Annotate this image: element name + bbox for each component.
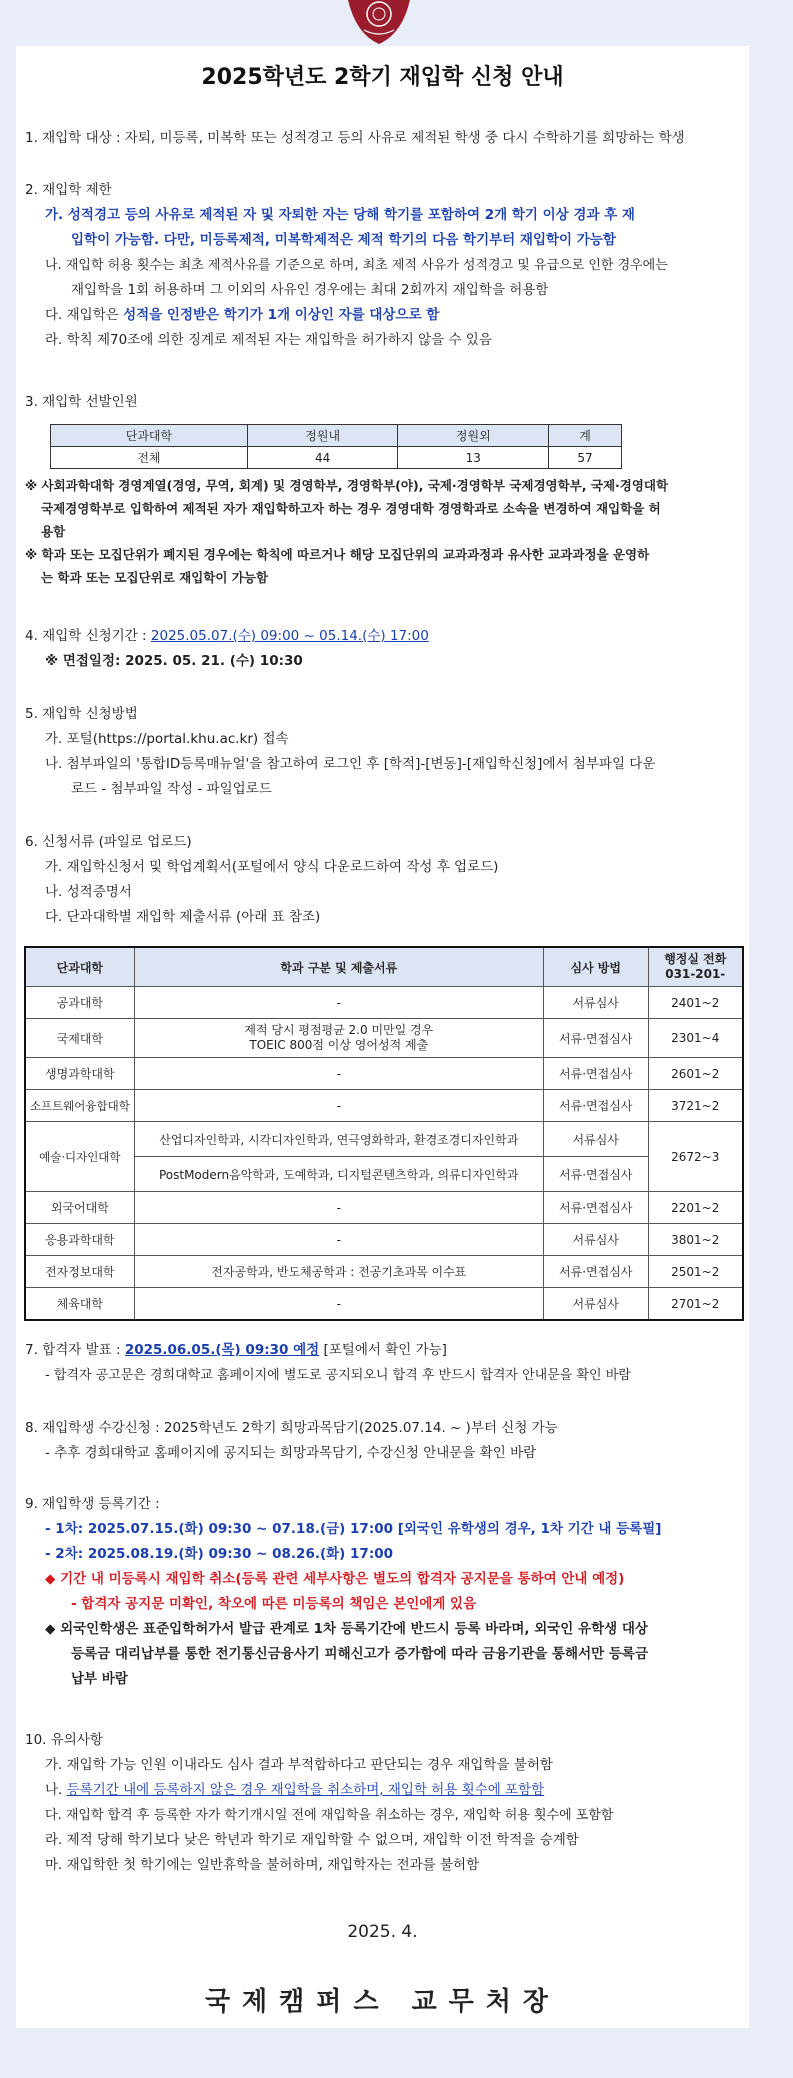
section-8-heading: 8. 재입학생 수강신청 : 2025학년도 2학기 희망과목담기(2025.07.14. ~ )부터 신청 가능 [25,1420,558,1436]
quota-header-out: 정원외 [398,425,549,447]
note-2-cont: 는 학과 또는 모집단위로 재입학이 가능함 [41,570,269,585]
docs-cell-college: 응용과학대학 [25,1224,134,1256]
section-8 [25,1416,745,1466]
university-seal-icon [344,0,414,46]
table-row [25,1192,743,1224]
docs-cell-docs: PostModern음악학과, 도예학과, 디지털콘텐츠학과, 의류디자인학과 [134,1157,543,1192]
docs-cell-method: 서류·면접심사 [543,1090,648,1122]
section-10-item-ra: 라. 제적 당해 학기보다 낮은 학년과 학기로 재입학할 수 없으며, 재입학 이전 학적을 승계함 [45,1832,579,1848]
section-8-sub: - 추후 경희대학교 홈페이지에 공지되는 희망과목담기, 수강신청 안내문을 확인 바람 [45,1445,537,1461]
docs-cell-college: 체육대학 [25,1288,134,1321]
docs-cell-college: 생명과학대학 [25,1058,134,1090]
docs-cell-docs: - [134,1288,543,1321]
docs-header-phone [648,947,743,987]
table-row [25,1019,743,1058]
section-2-item-na: 나. 재입학 허용 횟수는 최초 제적사유를 기준으로 하며, 최초 제적 사유가 성적경고 및 유급으로 인한 경우에는 [45,258,668,273]
note-1-cont2: 용함 [41,524,66,539]
section-2 [25,178,745,353]
interview-schedule: ※ 면접일정: 2025. 05. 21. (수) 10:30 [45,653,303,669]
section-2-item-ga: 가. 성적경고 등의 사유로 제적된 자 및 자퇴한 자는 당해 학기를 포함하여 2개 학기 이상 경과 후 재 [45,207,635,223]
section-1 [25,126,745,151]
docs-cell-docs: - [134,1224,543,1256]
docs-cell-phone: 2301~4 [648,1019,743,1058]
note-2: ※ 학과 또는 모집단위가 폐지된 경우에는 학칙에 따르거나 해당 모집단위의 교과과정과 유사한 교과과정을 운영하 [25,547,650,562]
section-9-warning-2: ◆ 외국인학생은 표준입학허가서 발급 관계로 1차 등록기간에 반드시 등록 바라며, 외국인 유학생 대상 [45,1621,648,1637]
docs-cell-phone: 2501~2 [648,1256,743,1288]
section-10-heading: 10. 유의사항 [25,1732,103,1748]
table-row [25,1090,743,1122]
section-2-item-ga-cont: 입학이 가능함. 다만, 미등록제적, 미복학제적은 제적 학기의 다음 학기부터 재입학이 가능함 [71,232,616,248]
section-7-sub: - 합격자 공고문은 경희대학교 홈페이지에 별도로 공지되오니 합격 후 반드시 합격자 안내문을 확인 바람 [45,1368,631,1383]
documents-table [24,946,744,1321]
docs-cell-method: 서류·면접심사 [543,1157,648,1192]
docs-cell-college: 국제대학 [25,1019,134,1058]
docs-cell-phone: 2201~2 [648,1192,743,1224]
section-10-item-da: 다. 재입학 합격 후 등록한 자가 학기개시일 전에 재입학을 취소하는 경우, 재입학 허용 횟수에 포함함 [45,1808,614,1823]
docs-header-docs: 학과 구분 및 제출서류 [134,947,543,987]
docs-cell-method: 서류·면접심사 [543,1256,648,1288]
section-9-heading: 9. 재입학생 등록기간 : [25,1496,160,1512]
section-2-item-da-pre: 다. 재입학은 [45,307,124,323]
docs-cell-phone: 2672~3 [648,1122,743,1192]
section-10-item-ma: 마. 재입학한 첫 학기에는 일반휴학을 불허하며, 재입학자는 전과를 불허함 [45,1857,480,1873]
section-9-warning-2-cont: 등록금 대리납부를 통한 전기통신금융사기 피해신고가 증가함에 따라 금융기관을 통해서만 등록금 [71,1646,648,1662]
docs-header-college: 단과대학 [25,947,134,987]
section-4 [25,624,745,674]
docs-cell-docs-line1: 제적 당시 평점평균 2.0 미만일 경우 [244,1023,434,1037]
section-2-item-na-cont: 재입학을 1회 허용하며 그 이외의 사유인 경우에는 최대 2회까지 재입학을 허용함 [71,282,549,298]
section-9-period-1: - 1차: 2025.07.15.(화) 09:30 ~ 07.18.(금) 17:00 [외국인 유학생의 경우, 1차 기간 내 등록필] [45,1521,662,1537]
section-10-item-ga: 가. 재입학 가능 인원 이내라도 심사 결과 부적합하다고 판단되는 경우 재입학을 불허함 [45,1757,553,1773]
section-7-label: 7. 합격자 발표 : [25,1342,125,1358]
table-row [25,1288,743,1321]
section-7-note: [포털에서 확인 가능] [319,1342,447,1358]
apply-period-link[interactable]: 2025.05.07.(수) 09:00 ~ 05.14.(수) 17:00 [150,628,429,644]
docs-cell-method: 서류심사 [543,1288,648,1321]
docs-cell-method: 서류심사 [543,1224,648,1256]
quota-cell-college: 전체 [51,447,248,469]
section-6-heading: 6. 신청서류 (파일로 업로드) [25,834,192,850]
section-2-item-da-bold: 성적을 인정받은 학기가 1개 이상인 자를 대상으로 함 [123,307,440,323]
docs-header-method: 심사 방법 [543,947,648,987]
docs-cell-docs: - [134,1090,543,1122]
quota-header-total: 계 [549,425,622,447]
section-2-item-ra: 라. 학칙 제70조에 의한 징계로 제적된 자는 재입학을 허가하지 않을 수 있음 [45,332,492,348]
docs-cell-method: 서류심사 [543,1122,648,1157]
section-6 [25,830,745,930]
quota-cell-out: 13 [398,447,549,469]
section-5-heading: 5. 재입학 신청방법 [25,706,138,722]
docs-cell-phone: 2701~2 [648,1288,743,1321]
docs-cell-docs [134,1019,543,1058]
docs-cell-phone: 2601~2 [648,1058,743,1090]
docs-cell-method: 서류·면접심사 [543,1019,648,1058]
docs-header-phone-label: 행정실 전화 [664,952,727,966]
quota-table [50,424,622,469]
docs-cell-phone: 2401~2 [648,987,743,1019]
notice-page [16,46,749,2028]
docs-cell-docs: 전자공학과, 반도체공학과 : 전공기초과목 이수표 [134,1256,543,1288]
section-2-heading: 2. 재입학 제한 [25,182,112,198]
section-9 [25,1492,745,1692]
docs-cell-phone: 3801~2 [648,1224,743,1256]
section-5-item-na: 나. 첨부파일의 '통합ID등록매뉴얼'을 참고하여 로그인 후 [학적]-[변동]-[재입학신청]에서 첨부파일 다운 [45,756,656,772]
quota-header-college: 단과대학 [51,425,248,447]
section-9-warning-1: ◆ 기간 내 미등록시 재입학 취소(등록 관련 세부사항은 별도의 합격자 공지문을 통하여 안내 예정) [45,1571,625,1587]
docs-cell-college: 전자정보대학 [25,1256,134,1288]
docs-header-phone-prefix: 031-201- [665,967,726,981]
table-row [25,1256,743,1288]
section-10-item-na [25,1778,745,1803]
docs-cell-method: 서류심사 [543,987,648,1019]
section-9-warning-2-cont2: 납부 바람 [71,1671,128,1687]
section-6-item-ga: 가. 재입학신청서 및 학업계획서(포털에서 양식 다운로드하여 작성 후 업로드) [45,859,499,875]
docs-cell-college: 예술·디자인대학 [25,1122,134,1192]
section-10-item-na-label: 나. [45,1782,67,1798]
section-5 [25,702,745,802]
result-date-link[interactable]: 2025.06.05.(목) 09:30 예정 [124,1342,320,1358]
section-4-heading [25,624,745,649]
table-row [25,1122,743,1157]
note-1: ※ 사회과학대학 경영계열(경영, 무역, 회계) 및 경영학부, 경영학부(야), 국제·경영학부 국제경영학부, 국제·경영대학 [25,478,669,493]
section-4-label: 4. 재입학 신청기간 : [25,628,151,644]
page-title: 2025학년도 2학기 재입학 신청 안내 [201,65,564,90]
table-row [51,447,622,469]
docs-cell-docs: 산업디자인학과, 시각디자인학과, 연극영화학과, 환경조경디자인학과 [134,1122,543,1157]
docs-cell-college: 소프트웨어융합대학 [25,1090,134,1122]
section-5-item-ga: 가. 포털(https://portal.khu.ac.kr) 접속 [45,731,289,747]
section-7 [25,1338,745,1388]
docs-cell-method: 서류·면접심사 [543,1192,648,1224]
section-3 [25,390,745,415]
section-7-heading [25,1338,745,1363]
table-row [25,987,743,1019]
docs-cell-college: 외국어대학 [25,1192,134,1224]
docs-cell-method: 서류·면접심사 [543,1058,648,1090]
section-10 [25,1728,745,1878]
section-3-heading: 3. 재입학 선발인원 [25,394,138,410]
table-row [25,1058,743,1090]
docs-cell-docs: - [134,1192,543,1224]
quota-cell-in: 44 [247,447,398,469]
docs-cell-phone: 3721~2 [648,1090,743,1122]
section-5-item-na-cont: 로드 - 첨부파일 작성 - 파일업로드 [71,781,272,797]
docs-cell-college: 공과대학 [25,987,134,1019]
section-1-text: 1. 재입학 대상 : 자퇴, 미등록, 미복학 또는 성적경고 등의 사유로 제적된 학생 중 다시 수학하기를 희망하는 학생 [25,130,685,146]
signature: 국제캠퍼스 교무처장 [204,1987,561,2017]
section-9-period-2: - 2차: 2025.08.19.(화) 09:30 ~ 08.26.(화) 17:00 [45,1546,394,1562]
section-3-notes [25,474,745,589]
docs-cell-docs-line2: TOEIC 800점 이상 영어성적 제출 [249,1038,429,1052]
table-row [25,1224,743,1256]
note-1-cont: 국제경영학부로 입학하여 제적된 자가 재입학하고자 하는 경우 경영대학 경영학과로 소속을 변경하여 재입학을 허 [41,501,661,516]
section-6-item-da: 다. 단과대학별 재입학 제출서류 (아래 표 참조) [45,909,321,925]
section-9-warning-1-sub: - 합격자 공지문 미확인, 착오에 따른 미등록의 책임은 본인에게 있음 [71,1596,477,1612]
section-2-item-da [25,303,745,328]
quota-header-in: 정원내 [247,425,398,447]
quota-cell-total: 57 [549,447,622,469]
docs-cell-docs: - [134,1058,543,1090]
registration-warning-link[interactable]: 등록기간 내에 등록하지 않은 경우 재입학을 취소하며, 재입학 허용 횟수에 포함함 [66,1782,545,1798]
section-6-item-na: 나. 성적증명서 [45,884,132,900]
docs-cell-docs: - [134,987,543,1019]
issue-date: 2025. 4. [347,1922,418,1942]
